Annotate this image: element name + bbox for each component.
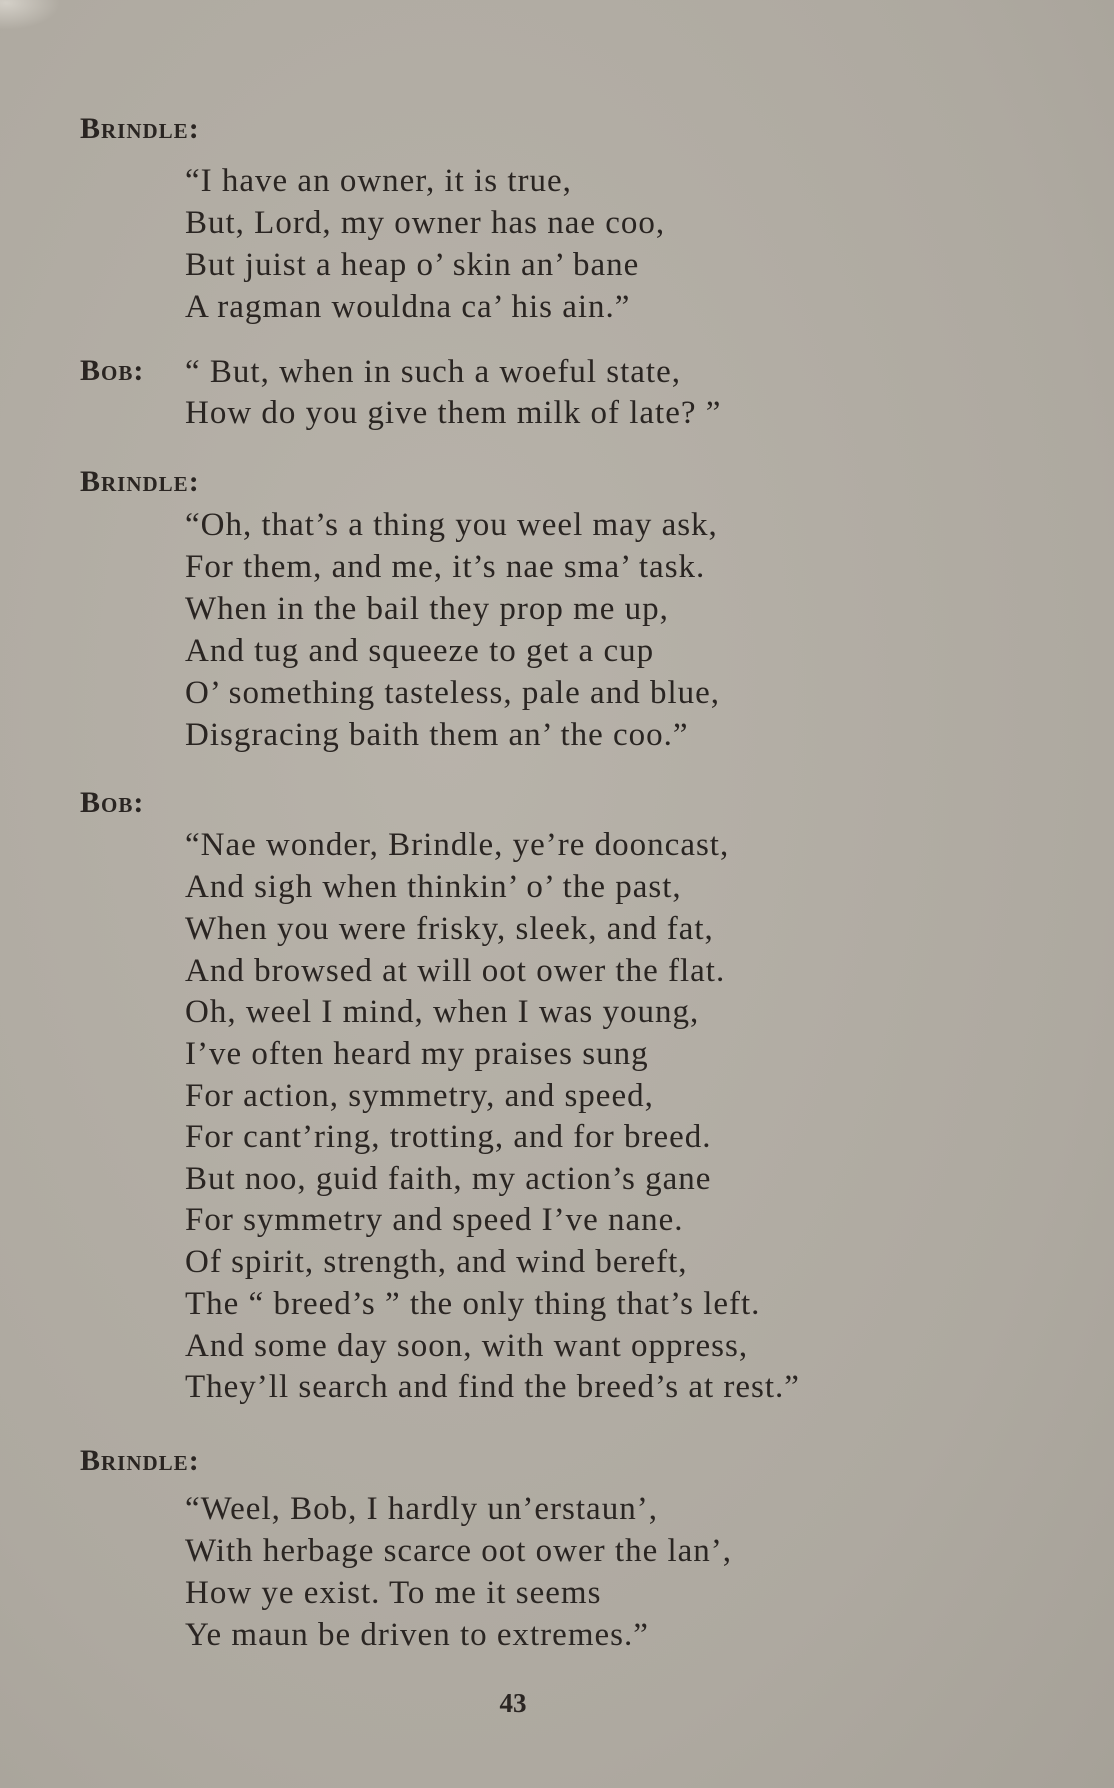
speaker-label: Bob: (80, 786, 145, 819)
verse-line: For action, symmetry, and speed, (185, 1078, 654, 1114)
verse-line: And sigh when thinkin’ o’ the past, (185, 869, 682, 905)
verse-line: And tug and squeeze to get a cup (185, 633, 655, 669)
verse-line: When in the bail they prop me up, (185, 591, 669, 627)
verse-line: Ye maun be driven to extremes.” (185, 1617, 649, 1653)
page-number: 43 (499, 1688, 527, 1718)
verse-line: “Nae wonder, Brindle, ye’re dooncast, (185, 827, 730, 863)
verse-line: And browsed at will oot ower the flat. (185, 953, 726, 989)
verse-line: “Weel, Bob, I hardly un’erstaun’, (185, 1491, 658, 1527)
verse-line: “ But, when in such a woeful state, (185, 354, 681, 390)
verse-line: O’ something tasteless, pale and blue, (185, 675, 721, 711)
verse-line: But noo, guid faith, my action’s gane (185, 1161, 712, 1197)
verse-line: Disgracing baith them an’ the coo.” (185, 717, 689, 753)
verse-line: The “ breed’s ” the only thing that’s left. (185, 1286, 761, 1322)
speaker-label: Brindle: (80, 465, 200, 498)
verse-line: But juist a heap o’ skin an’ bane (185, 247, 640, 283)
speaker-label: Bob: (80, 354, 145, 387)
verse-line: And some day soon, with want oppress, (185, 1328, 749, 1364)
verse-line: “Oh, that’s a thing you weel may ask, (185, 507, 718, 543)
page-corner-speck (0, 0, 60, 30)
verse-line: “I have an owner, it is true, (185, 163, 572, 199)
verse-line: Of spirit, strength, and wind bereft, (185, 1244, 688, 1280)
verse-line: For cant’ring, trotting, and for breed. (185, 1119, 712, 1155)
speaker-label: Brindle: (80, 1444, 200, 1477)
verse-line: When you were frisky, sleek, and fat, (185, 911, 714, 947)
verse-line: For symmetry and speed I’ve nane. (185, 1202, 684, 1238)
verse-line: Oh, weel I mind, when I was young, (185, 994, 700, 1030)
verse-line: How do you give them milk of late? ” (185, 395, 722, 431)
verse-line: They’ll search and find the breed’s at rest.” (185, 1369, 800, 1405)
verse-line: I’ve often heard my praises sung (185, 1036, 649, 1072)
verse-line: With herbage scarce oot ower the lan’, (185, 1533, 733, 1569)
speaker-label: Brindle: (80, 112, 200, 145)
verse-line: For them, and me, it’s nae sma’ task. (185, 549, 706, 585)
verse-line: A ragman wouldna ca’ his ain.” (185, 289, 631, 325)
verse-line: How ye exist. To me it seems (185, 1575, 602, 1611)
verse-line: But, Lord, my owner has nae coo, (185, 205, 666, 241)
